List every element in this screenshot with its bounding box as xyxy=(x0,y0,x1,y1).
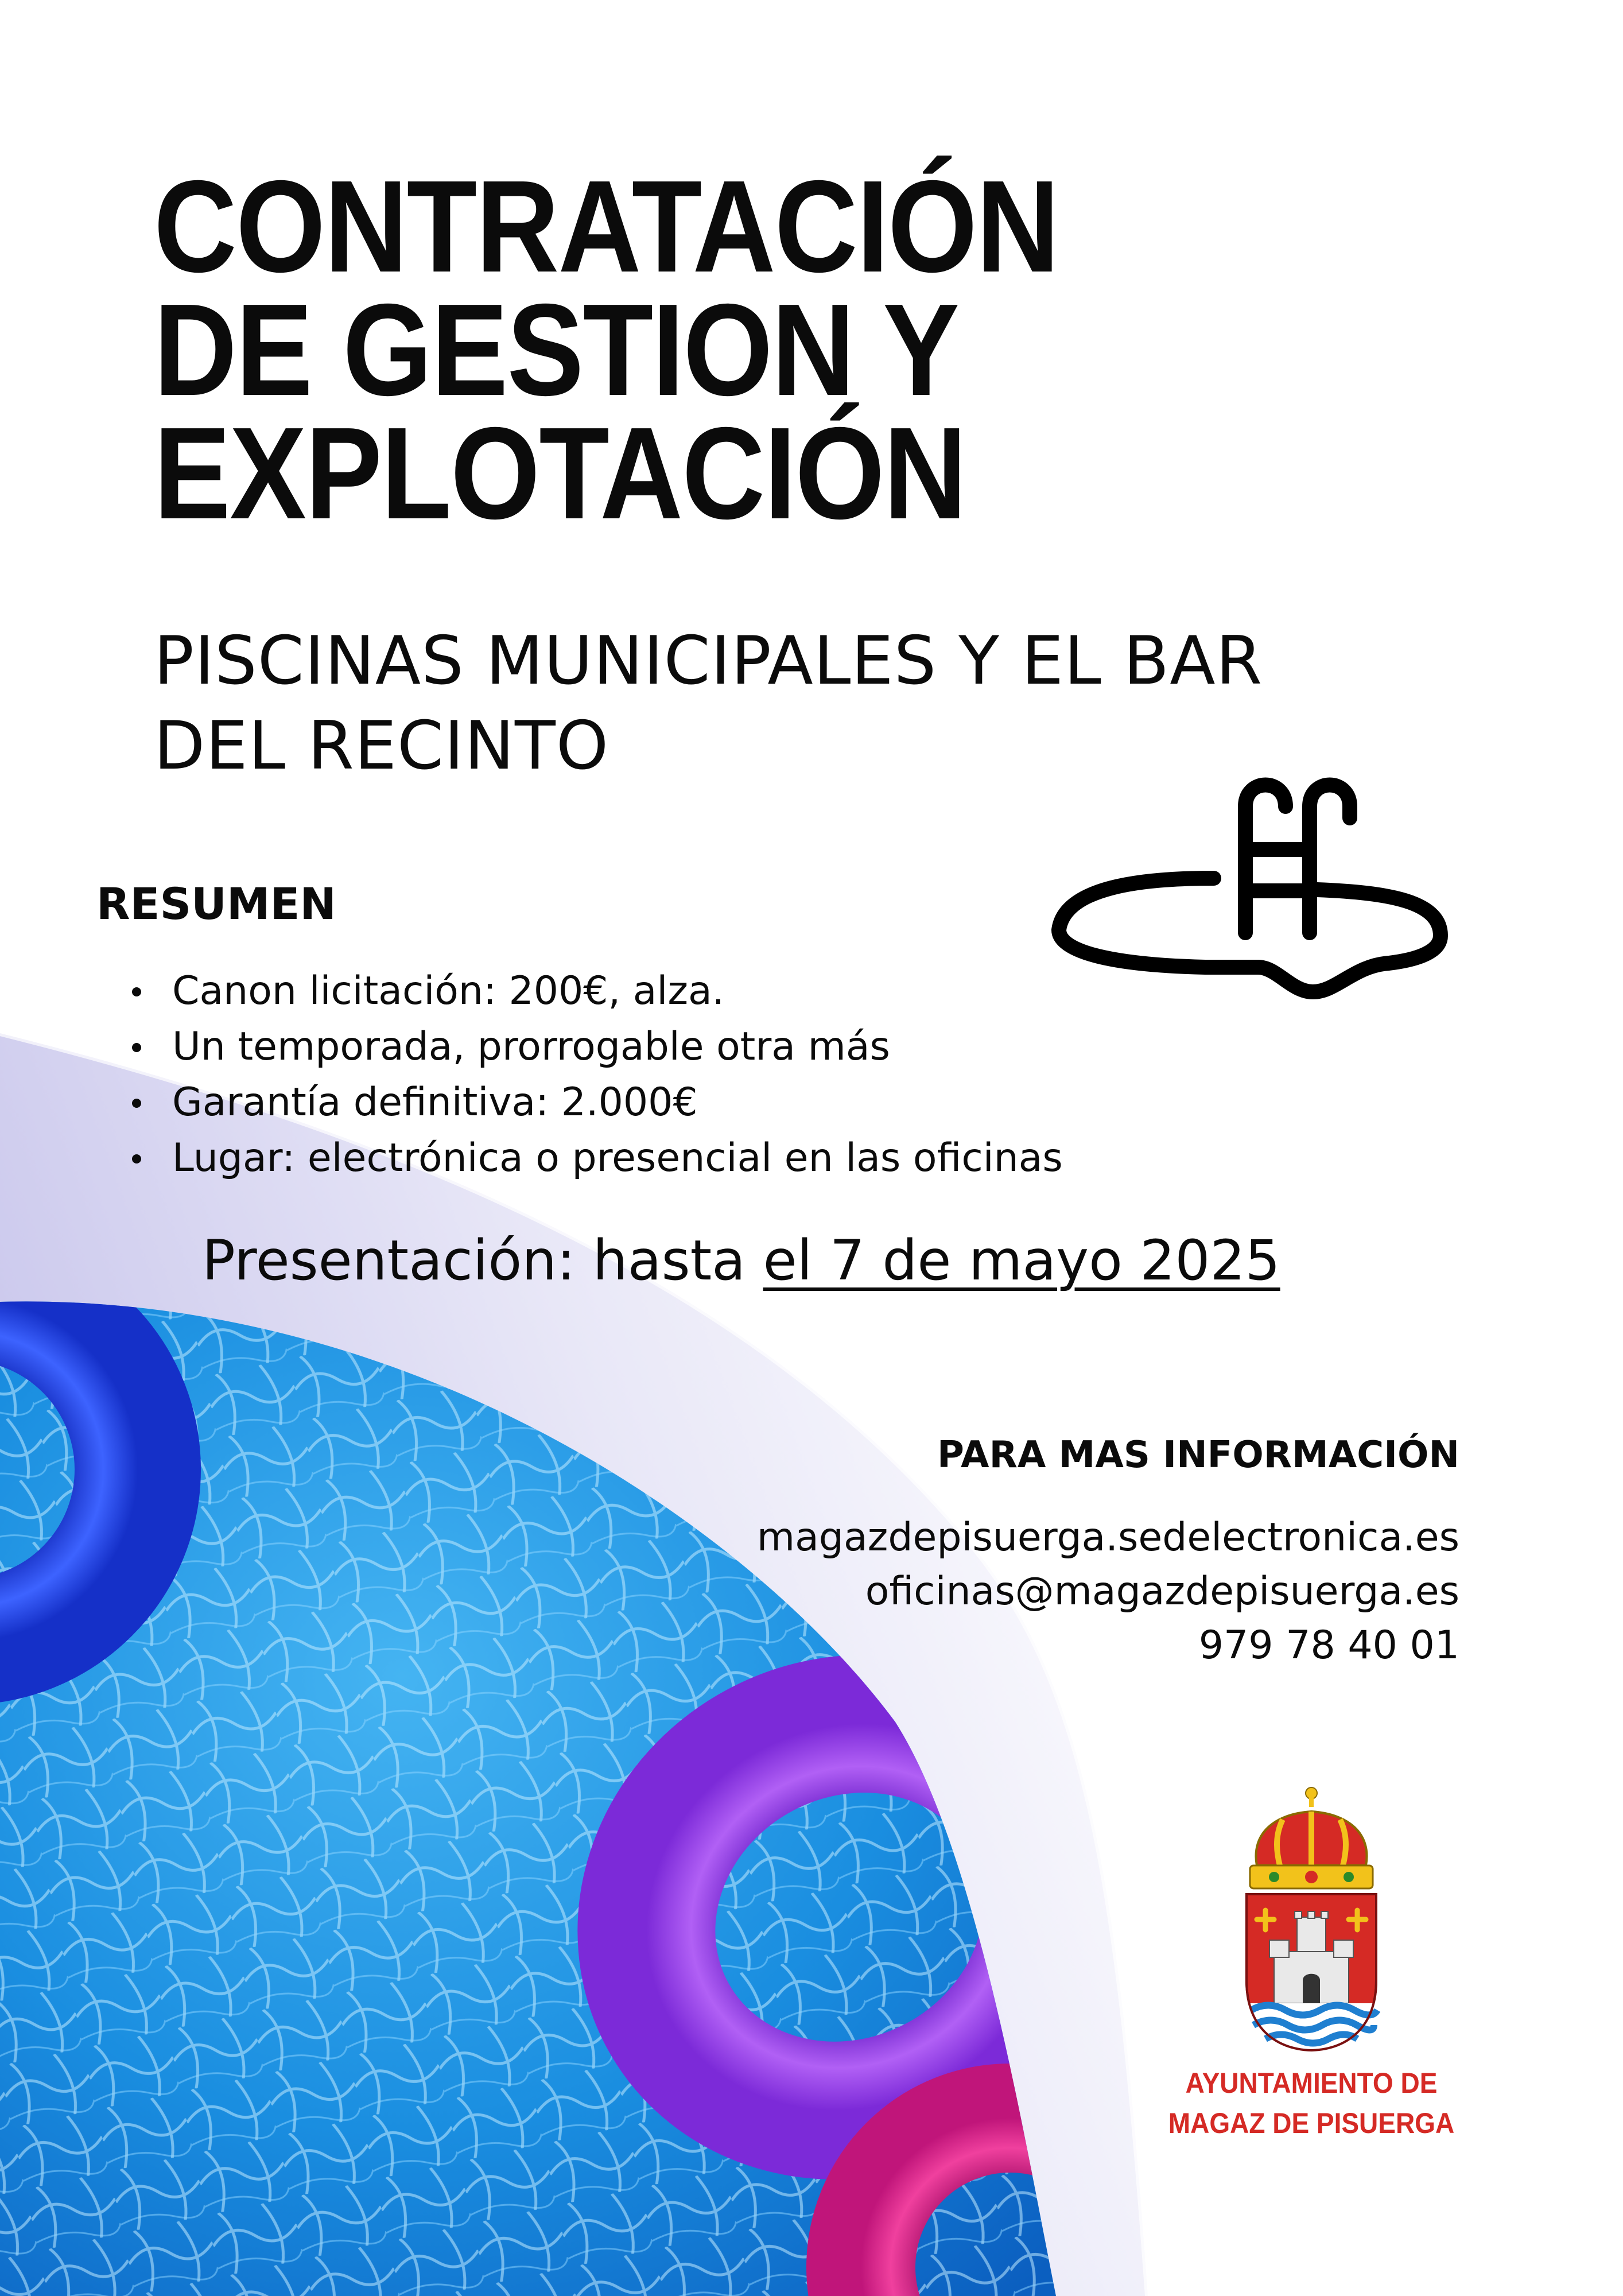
website-link[interactable]: magazdepisuerga.sedelectronica.es xyxy=(756,1515,1459,1560)
presentation-prefix: Presentación: hasta xyxy=(202,1228,763,1293)
swimming-pool-ladder-icon xyxy=(1045,763,1452,1004)
coat-of-arms-icon xyxy=(1234,1779,1389,2055)
title-line-2: DE GESTION Y xyxy=(154,277,959,423)
resumen-list xyxy=(127,963,1063,1186)
contact-info xyxy=(757,1429,1459,1673)
list-item: Garantía definitiva: 2.000€ xyxy=(127,1075,1063,1130)
contact-heading: PARA MAS INFORMACIÓN xyxy=(937,1434,1459,1476)
subtitle-line-1: PISCINAS MUNICIPALES Y EL BAR xyxy=(154,622,1263,700)
title-line-1: CONTRATACIÓN xyxy=(154,154,1059,300)
ayuntamiento-line-1: AYUNTAMIENTO DE xyxy=(1185,2067,1438,2099)
phone-number[interactable]: 979 78 40 01 xyxy=(1198,1623,1459,1668)
presentation-date: el 7 de mayo 2025 xyxy=(763,1228,1280,1293)
title-line-3: EXPLOTACIÓN xyxy=(154,401,966,546)
email-link[interactable]: oficinas@magazdepisuerga.es xyxy=(865,1569,1459,1614)
subtitle-line-2: DEL RECINTO xyxy=(154,707,609,785)
resumen-heading: RESUMEN xyxy=(96,878,337,929)
list-item: Un temporada, prorrogable otra más xyxy=(127,1019,1063,1075)
ayuntamiento-line-2: MAGAZ DE PISUERGA xyxy=(1168,2107,1455,2139)
main-title xyxy=(154,154,1059,546)
ayuntamiento-label xyxy=(1158,2063,1465,2143)
list-item: Canon licitación: 200€, alza. xyxy=(127,963,1063,1019)
list-item: Lugar: electrónica o presencial en las oficinas xyxy=(127,1130,1063,1186)
presentation-deadline xyxy=(202,1228,1280,1293)
